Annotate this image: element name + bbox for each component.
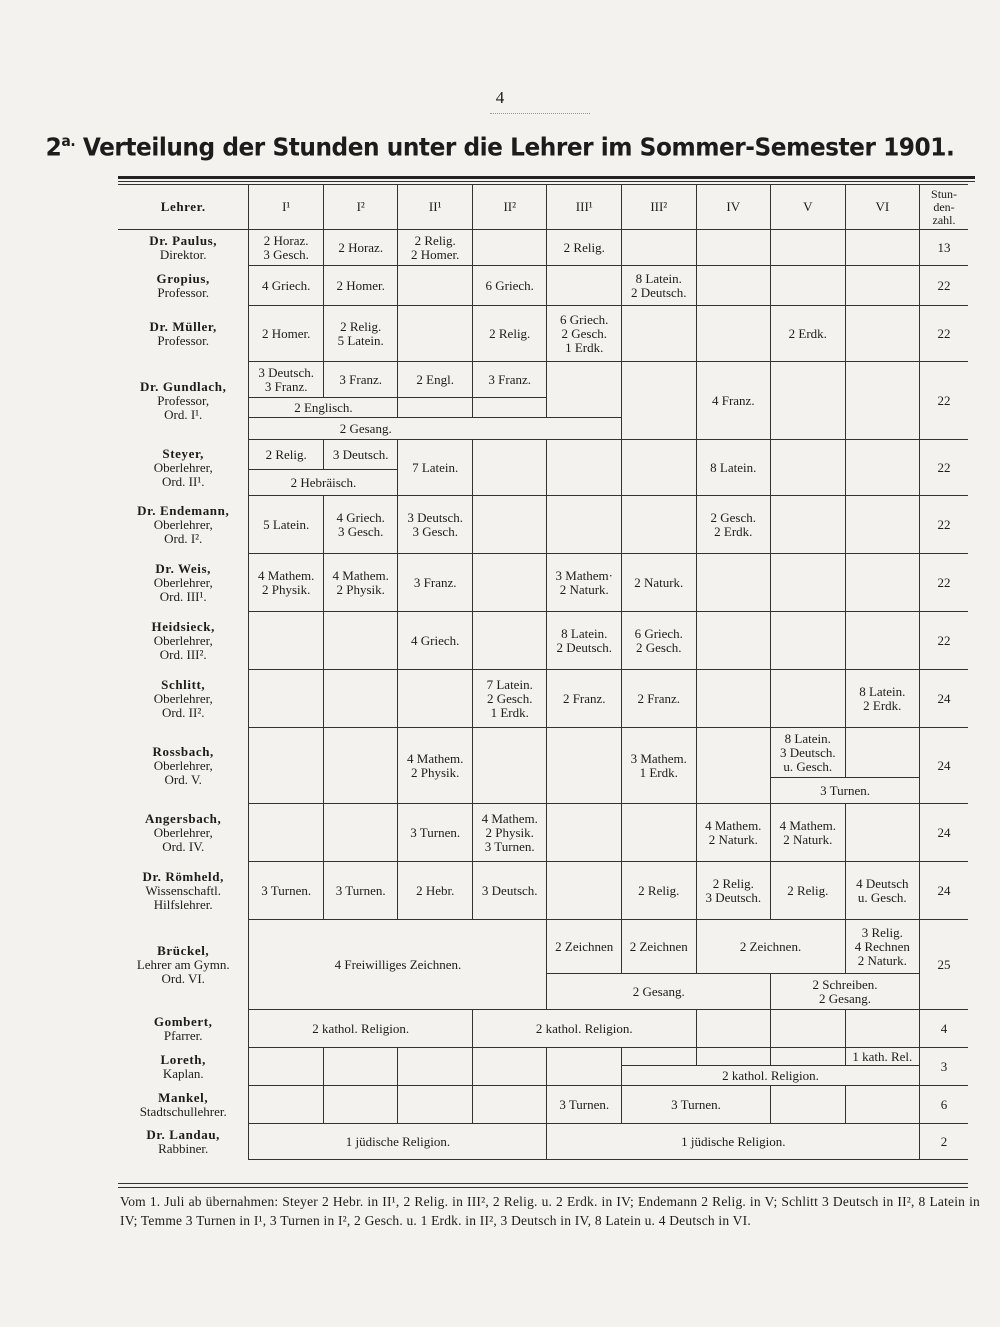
col-header-ii1: II¹ bbox=[398, 185, 473, 230]
table-row bbox=[118, 230, 968, 266]
cell: 7 Latein. 2 Gesch. 1 Erdk. bbox=[472, 670, 547, 728]
teacher-cell: Gropius, Professor. bbox=[118, 266, 249, 306]
cell: 3 Franz. bbox=[472, 362, 547, 398]
cell bbox=[472, 612, 547, 670]
cell: 4 Deutsch u. Gesch. bbox=[845, 862, 920, 920]
cell bbox=[845, 554, 920, 612]
footnote: Vom 1. Juli ab übernahmen: Steyer 2 Hebr. in II¹, 2 Relig. in III², 2 Relig. u. 2 Erdk. in IV; Endemann 2 Relig. in V; Schlitt 3 Deutsch in II², 8 Latein in IV; Temme 3 Turnen in I¹, 3 Turnen in I², 2 Gesch. u. 1 Erdk. in II², 3 Deutsch in IV, 8 Latein u. 4 Deutsch in VI. bbox=[120, 1194, 980, 1228]
cell bbox=[622, 440, 697, 496]
cell: 2 Relig. 2 Homer. bbox=[398, 230, 473, 266]
page-title bbox=[35, 132, 965, 161]
schedule-table bbox=[118, 184, 968, 1160]
teacher-cell: Dr. Landau, Rabbiner. bbox=[118, 1124, 249, 1160]
cell: 2 Englisch. bbox=[249, 398, 398, 418]
cell bbox=[771, 230, 846, 266]
cell: 7 Latein. bbox=[398, 440, 473, 496]
cell: 4 Franz. bbox=[696, 362, 771, 440]
cell: 2 Horaz. 3 Gesch. bbox=[249, 230, 324, 266]
cell: 2 Homer. bbox=[249, 306, 324, 362]
cell bbox=[771, 496, 846, 554]
cell: 2 Naturk. bbox=[622, 554, 697, 612]
cell bbox=[696, 266, 771, 306]
cell bbox=[845, 440, 920, 496]
cell bbox=[547, 1048, 622, 1086]
table-row bbox=[118, 1048, 968, 1066]
cell: 2 kathol. Religion. bbox=[622, 1066, 920, 1086]
cell bbox=[547, 804, 622, 862]
cell: 3 Turnen. bbox=[323, 862, 398, 920]
col-header-i2: I² bbox=[323, 185, 398, 230]
cell bbox=[323, 670, 398, 728]
table-row bbox=[118, 612, 968, 670]
cell: 4 Mathem. 2 Physik. bbox=[323, 554, 398, 612]
cell: 4 Mathem. 2 Physik. bbox=[249, 554, 324, 612]
cell: 2 Gesang. bbox=[249, 418, 622, 440]
teacher-cell: Dr. Weis, Oberlehrer, Ord. III¹. bbox=[118, 554, 249, 612]
cell: 2 Franz. bbox=[547, 670, 622, 728]
top-rule bbox=[118, 176, 975, 179]
total-cell: 25 bbox=[920, 920, 968, 1010]
col-header-iii2: III² bbox=[622, 185, 697, 230]
cell: 3 Deutsch. bbox=[472, 862, 547, 920]
cell: 2 Franz. bbox=[622, 670, 697, 728]
cell bbox=[472, 1048, 547, 1086]
table-row bbox=[118, 804, 968, 862]
teacher-cell: Dr. Paulus, Direktor. bbox=[118, 230, 249, 266]
cell bbox=[696, 554, 771, 612]
cell: 2 Homer. bbox=[323, 266, 398, 306]
cell bbox=[696, 1048, 771, 1066]
cell bbox=[398, 306, 473, 362]
cell bbox=[398, 670, 473, 728]
teacher-cell: Heidsieck, Oberlehrer, Ord. III². bbox=[118, 612, 249, 670]
total-cell: 22 bbox=[920, 554, 968, 612]
table-row bbox=[118, 362, 968, 398]
teacher-cell: Dr. Gundlach, Professor, Ord. I¹. bbox=[118, 362, 249, 440]
cell: 2 Schreiben. 2 Gesang. bbox=[771, 974, 920, 1010]
cell: 4 Mathem. 2 Naturk. bbox=[771, 804, 846, 862]
cell bbox=[845, 496, 920, 554]
cell: 4 Griech. bbox=[249, 266, 324, 306]
cell: 2 Relig. bbox=[771, 862, 846, 920]
cell bbox=[845, 230, 920, 266]
cell bbox=[472, 440, 547, 496]
cell bbox=[845, 1086, 920, 1124]
cell: 2 Relig. bbox=[547, 230, 622, 266]
title-prefix-sup: a. bbox=[61, 132, 76, 150]
cell: 1 jüdische Religion. bbox=[547, 1124, 920, 1160]
teacher-cell: Dr. Römheld, Wissenschaftl. Hilfslehrer. bbox=[118, 862, 249, 920]
total-cell: 6 bbox=[920, 1086, 968, 1124]
cell bbox=[845, 362, 920, 440]
cell: 2 Relig. bbox=[622, 862, 697, 920]
cell: 2 Zeichnen. bbox=[696, 920, 845, 974]
divider bbox=[490, 113, 590, 114]
teacher-cell: Steyer, Oberlehrer, Ord. II¹. bbox=[118, 440, 249, 496]
cell: 1 jüdische Religion. bbox=[249, 1124, 547, 1160]
cell bbox=[398, 398, 473, 418]
table-row bbox=[118, 920, 968, 974]
table-row bbox=[118, 1010, 968, 1048]
cell bbox=[323, 612, 398, 670]
cell: 8 Latein. bbox=[696, 440, 771, 496]
cell: 4 Griech. 3 Gesch. bbox=[323, 496, 398, 554]
teacher-cell: Loreth, Kaplan. bbox=[118, 1048, 249, 1086]
cell bbox=[622, 230, 697, 266]
cell bbox=[249, 728, 324, 804]
cell: 2 Horaz. bbox=[323, 230, 398, 266]
table-row bbox=[118, 728, 968, 778]
total-cell: 24 bbox=[920, 670, 968, 728]
cell: 3 Turnen. bbox=[398, 804, 473, 862]
total-cell: 22 bbox=[920, 362, 968, 440]
table-row bbox=[118, 496, 968, 554]
col-header-i1: I¹ bbox=[249, 185, 324, 230]
cell bbox=[472, 496, 547, 554]
cell: 4 Mathem. 2 Physik. 3 Turnen. bbox=[472, 804, 547, 862]
cell: 2 Zeichnen bbox=[622, 920, 697, 974]
total-cell: 24 bbox=[920, 728, 968, 804]
cell bbox=[622, 1048, 697, 1066]
col-header-vi: VI bbox=[845, 185, 920, 230]
cell bbox=[249, 804, 324, 862]
total-cell: 3 bbox=[920, 1048, 968, 1086]
total-cell: 2 bbox=[920, 1124, 968, 1160]
cell bbox=[622, 306, 697, 362]
cell bbox=[323, 1086, 398, 1124]
cell: 3 Franz. bbox=[398, 554, 473, 612]
cell bbox=[323, 728, 398, 804]
cell bbox=[622, 362, 697, 440]
col-header-iv: IV bbox=[696, 185, 771, 230]
total-cell: 24 bbox=[920, 862, 968, 920]
cell: 2 Relig. bbox=[249, 440, 324, 470]
cell bbox=[398, 1048, 473, 1086]
page-number: 4 bbox=[495, 88, 505, 107]
col-header-iii1: III¹ bbox=[547, 185, 622, 230]
cell: 2 Gesch. 2 Erdk. bbox=[696, 496, 771, 554]
cell: 3 Turnen. bbox=[547, 1086, 622, 1124]
cell bbox=[472, 554, 547, 612]
cell bbox=[771, 440, 846, 496]
cell bbox=[771, 1048, 846, 1066]
cell bbox=[771, 266, 846, 306]
cell: 3 Relig. 4 Rechnen 2 Naturk. bbox=[845, 920, 920, 974]
col-header-v: V bbox=[771, 185, 846, 230]
cell: 2 Hebr. bbox=[398, 862, 473, 920]
cell bbox=[398, 266, 473, 306]
teacher-cell: Schlitt, Oberlehrer, Ord. II². bbox=[118, 670, 249, 728]
cell: 6 Griech. 2 Gesch. bbox=[622, 612, 697, 670]
table-row bbox=[118, 1124, 968, 1160]
cell: 2 Engl. bbox=[398, 362, 473, 398]
cell: 3 Mathem. 1 Erdk. bbox=[622, 728, 697, 804]
cell: 4 Griech. bbox=[398, 612, 473, 670]
cell bbox=[398, 1086, 473, 1124]
cell bbox=[771, 1086, 846, 1124]
table-row bbox=[118, 440, 968, 470]
cell bbox=[323, 804, 398, 862]
teacher-cell: Gombert, Pfarrer. bbox=[118, 1010, 249, 1048]
cell bbox=[845, 1010, 920, 1048]
cell bbox=[771, 612, 846, 670]
cell: 2 Gesang. bbox=[547, 974, 771, 1010]
cell: 2 Hebräisch. bbox=[249, 470, 398, 496]
total-cell: 4 bbox=[920, 1010, 968, 1048]
col-header-lehrer: Lehrer. bbox=[118, 185, 249, 230]
title-prefix: 2 bbox=[45, 132, 62, 162]
table-row bbox=[118, 670, 968, 728]
title-text: Verteilung der Stunden unter die Lehrer im Sommer-Semester 1901. bbox=[82, 132, 955, 162]
teacher-cell: Brückel, Lehrer am Gymn. Ord. VI. bbox=[118, 920, 249, 1010]
cell: 4 Freiwilliges Zeichnen. bbox=[249, 920, 547, 1010]
cell bbox=[771, 362, 846, 440]
cell: 6 Griech. bbox=[472, 266, 547, 306]
cell: 5 Latein. bbox=[249, 496, 324, 554]
total-cell: 22 bbox=[920, 440, 968, 496]
cell bbox=[547, 862, 622, 920]
cell: 3 Deutsch. 3 Franz. bbox=[249, 362, 324, 398]
teacher-cell: Dr. Endemann, Oberlehrer, Ord. I². bbox=[118, 496, 249, 554]
cell: 3 Turnen. bbox=[771, 778, 920, 804]
cell: 2 Relig. 5 Latein. bbox=[323, 306, 398, 362]
cell: 8 Latein. 2 Erdk. bbox=[845, 670, 920, 728]
table-row bbox=[118, 862, 968, 920]
cell bbox=[622, 496, 697, 554]
cell bbox=[472, 1086, 547, 1124]
cell bbox=[696, 1010, 771, 1048]
cell bbox=[845, 306, 920, 362]
cell bbox=[845, 804, 920, 862]
cell bbox=[547, 440, 622, 496]
cell bbox=[249, 670, 324, 728]
cell: 6 Griech. 2 Gesch. 1 Erdk. bbox=[547, 306, 622, 362]
table-row bbox=[118, 1086, 968, 1124]
cell bbox=[771, 554, 846, 612]
cell bbox=[696, 306, 771, 362]
cell bbox=[249, 612, 324, 670]
header-row bbox=[118, 185, 968, 230]
cell bbox=[249, 1048, 324, 1086]
cell bbox=[547, 728, 622, 804]
cell bbox=[696, 670, 771, 728]
cell: 2 kathol. Religion. bbox=[249, 1010, 473, 1048]
cell: 3 Deutsch. bbox=[323, 440, 398, 470]
cell: 8 Latein. 3 Deutsch. u. Gesch. bbox=[771, 728, 846, 778]
table-row bbox=[118, 266, 968, 306]
cell: 4 Mathem. 2 Physik. bbox=[398, 728, 473, 804]
cell: 2 kathol. Religion. bbox=[472, 1010, 696, 1048]
cell: 3 Turnen. bbox=[622, 1086, 771, 1124]
cell: 3 Turnen. bbox=[249, 862, 324, 920]
cell: 2 Erdk. bbox=[771, 306, 846, 362]
teacher-cell: Angersbach, Oberlehrer, Ord. IV. bbox=[118, 804, 249, 862]
cell: 8 Latein. 2 Deutsch. bbox=[547, 612, 622, 670]
total-cell: 13 bbox=[920, 230, 968, 266]
cell bbox=[323, 1048, 398, 1086]
total-cell: 22 bbox=[920, 266, 968, 306]
bottom-rule-thin bbox=[118, 1187, 968, 1188]
total-cell: 22 bbox=[920, 306, 968, 362]
cell bbox=[249, 1086, 324, 1124]
table-row bbox=[118, 554, 968, 612]
cell: 3 Franz. bbox=[323, 362, 398, 398]
cell bbox=[472, 230, 547, 266]
cell: 8 Latein. 2 Deutsch. bbox=[622, 266, 697, 306]
cell: 3 Mathem· 2 Naturk. bbox=[547, 554, 622, 612]
cell bbox=[547, 362, 622, 418]
total-cell: 22 bbox=[920, 612, 968, 670]
cell bbox=[696, 612, 771, 670]
cell bbox=[845, 266, 920, 306]
total-cell: 24 bbox=[920, 804, 968, 862]
cell: 2 Relig. 3 Deutsch. bbox=[696, 862, 771, 920]
col-header-ii2: II² bbox=[472, 185, 547, 230]
cell bbox=[771, 670, 846, 728]
cell bbox=[472, 728, 547, 804]
cell bbox=[771, 1010, 846, 1048]
top-rule-thin bbox=[118, 181, 975, 182]
cell bbox=[696, 728, 771, 804]
bottom-rule bbox=[118, 1183, 968, 1184]
total-cell: 22 bbox=[920, 496, 968, 554]
cell bbox=[547, 496, 622, 554]
cell: 2 Relig. bbox=[472, 306, 547, 362]
cell bbox=[622, 804, 697, 862]
cell bbox=[845, 728, 920, 778]
col-header-stundenzahl: Stun- den- zahl. bbox=[920, 185, 968, 230]
cell bbox=[472, 398, 547, 418]
cell: 3 Deutsch. 3 Gesch. bbox=[398, 496, 473, 554]
table-row bbox=[118, 306, 968, 362]
cell bbox=[696, 230, 771, 266]
teacher-cell: Dr. Müller, Professor. bbox=[118, 306, 249, 362]
cell bbox=[845, 612, 920, 670]
cell: 1 kath. Rel. bbox=[845, 1048, 920, 1066]
teacher-cell: Rossbach, Oberlehrer, Ord. V. bbox=[118, 728, 249, 804]
teacher-cell: Mankel, Stadtschullehrer. bbox=[118, 1086, 249, 1124]
cell bbox=[547, 266, 622, 306]
cell: 4 Mathem. 2 Naturk. bbox=[696, 804, 771, 862]
cell: 2 Zeichnen bbox=[547, 920, 622, 974]
